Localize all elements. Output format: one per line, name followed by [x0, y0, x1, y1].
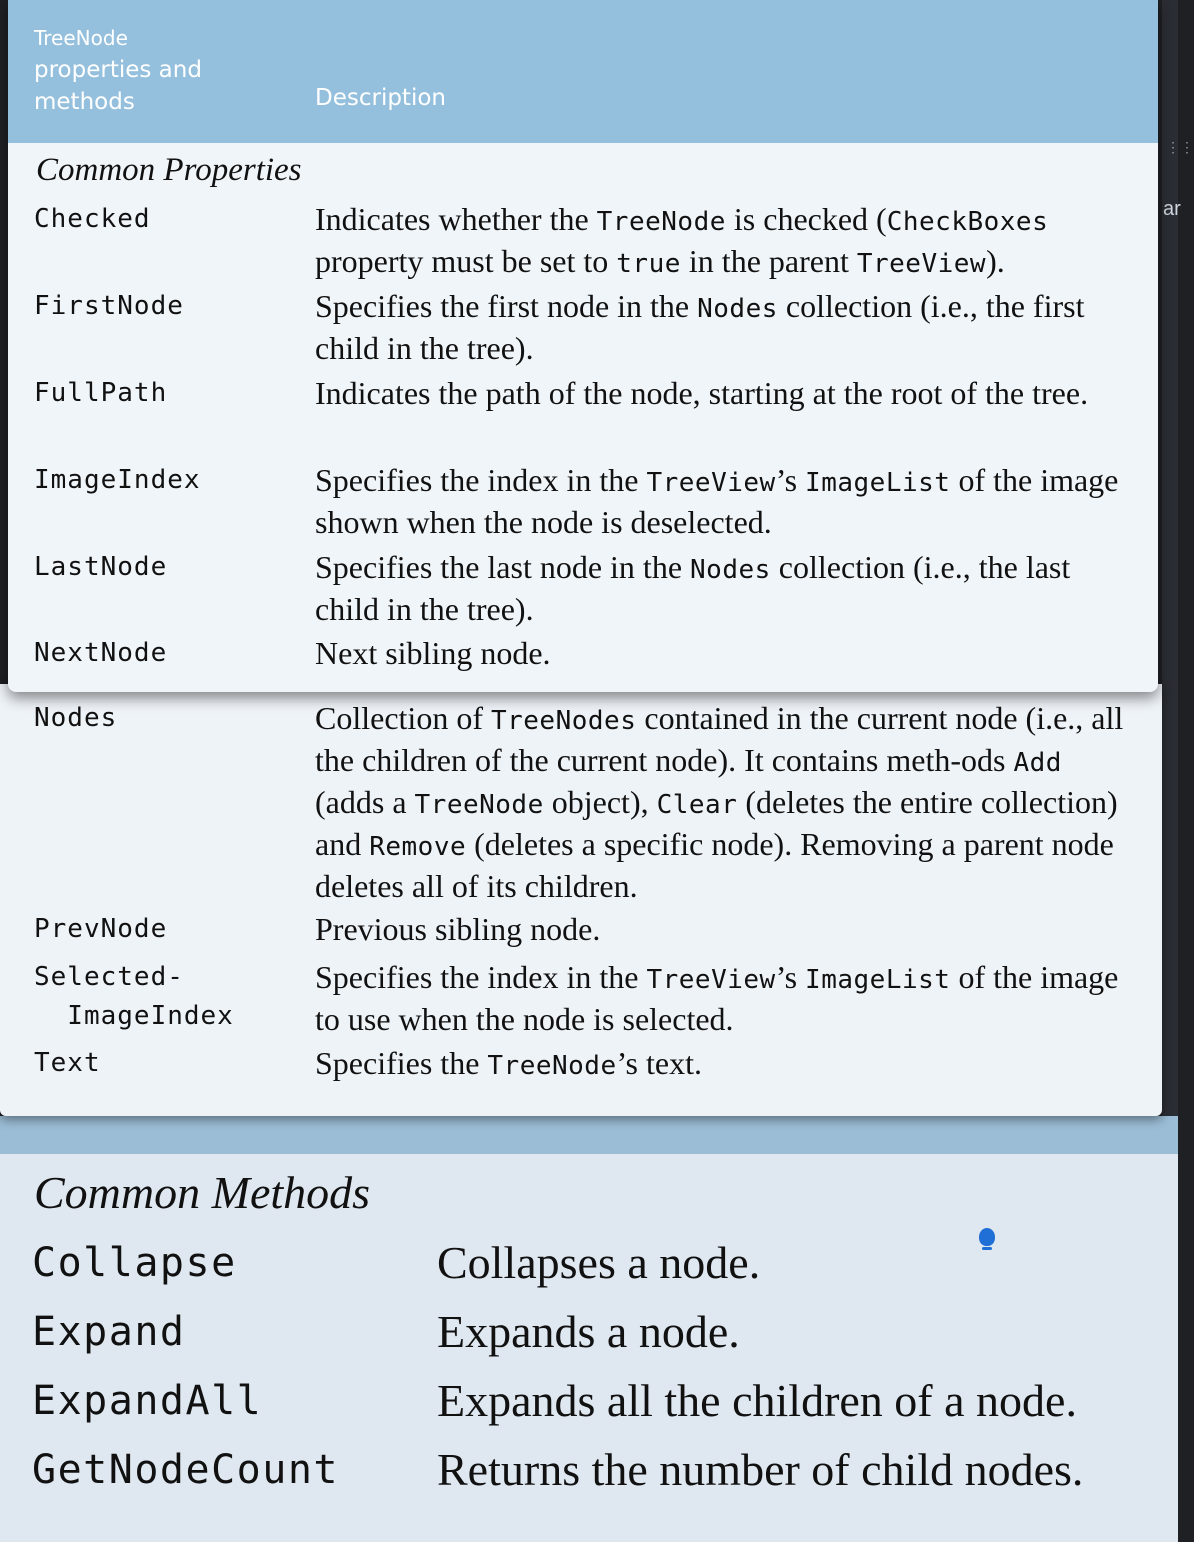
section-title-properties: Common Properties	[36, 152, 302, 188]
method-description: Expands a node.	[437, 1306, 740, 1357]
properties-panel-top	[8, 0, 1158, 692]
method-description: Expands all the children of a node.	[437, 1375, 1077, 1426]
cursor-pin-icon	[979, 1228, 995, 1246]
property-name: FullPath	[34, 378, 168, 408]
method-description: Returns the number of child nodes.	[437, 1444, 1084, 1495]
property-name: ImageIndex	[34, 465, 201, 495]
property-name: Text	[34, 1048, 101, 1078]
properties-panel-bottom	[0, 684, 1162, 1116]
property-description: Next sibling node.	[315, 635, 551, 671]
window-edge	[1162, 0, 1178, 1116]
property-description: Previous sibling node.	[315, 911, 601, 947]
table-header	[8, 0, 1158, 143]
property-description: Specifies the index in the TreeView’s ImageList of the image to use when the node is selected.	[315, 959, 1119, 1037]
property-name: Nodes	[34, 703, 118, 733]
method-name: GetNodeCount	[32, 1447, 339, 1493]
property-description: Specifies the first node in the Nodes collection (i.e., the first child in the tree).	[315, 288, 1085, 366]
property-description: Specifies the TreeNode’s text.	[315, 1045, 702, 1081]
drag-handle-icon: ⋮⋮	[1166, 141, 1194, 156]
header-col-description: Description	[315, 85, 446, 111]
method-name: Collapse	[32, 1240, 237, 1286]
method-name: ExpandAll	[32, 1378, 263, 1424]
property-name: LastNode	[34, 552, 168, 582]
property-description: Collection of TreeNodes contained in the current node (i.e., all the children of the current node). It contains meth-ods Add (adds a TreeNode object), Clear (deletes the entire collection) and Remove (deletes a specific node). Removing a parent node deletes all of its children.	[315, 700, 1124, 904]
property-description: Indicates the path of the node, starting at the root of the tree.	[315, 375, 1089, 411]
property-name: Selected- ImageIndex	[34, 962, 234, 1031]
method-name: Expand	[32, 1309, 186, 1355]
edge-text: ar	[1163, 198, 1181, 220]
method-description: Collapses a node.	[437, 1237, 761, 1288]
property-name: Checked	[34, 204, 151, 234]
property-description: Indicates whether the TreeNode is checked (CheckBoxes property must be set to true in the parent TreeView).	[315, 201, 1049, 279]
property-description: Specifies the last node in the Nodes collection (i.e., the last child in the tree).	[315, 549, 1071, 627]
header-col-name: TreeNode properties and methods	[34, 26, 202, 115]
property-name: PrevNode	[34, 914, 168, 944]
section-title-methods: Common Methods	[34, 1167, 371, 1218]
property-name: FirstNode	[34, 291, 184, 321]
property-name: NextNode	[34, 638, 168, 668]
property-description: Specifies the index in the TreeView’s ImageList of the image shown when the node is deselected.	[315, 462, 1119, 540]
divider-strip	[0, 1116, 1178, 1154]
